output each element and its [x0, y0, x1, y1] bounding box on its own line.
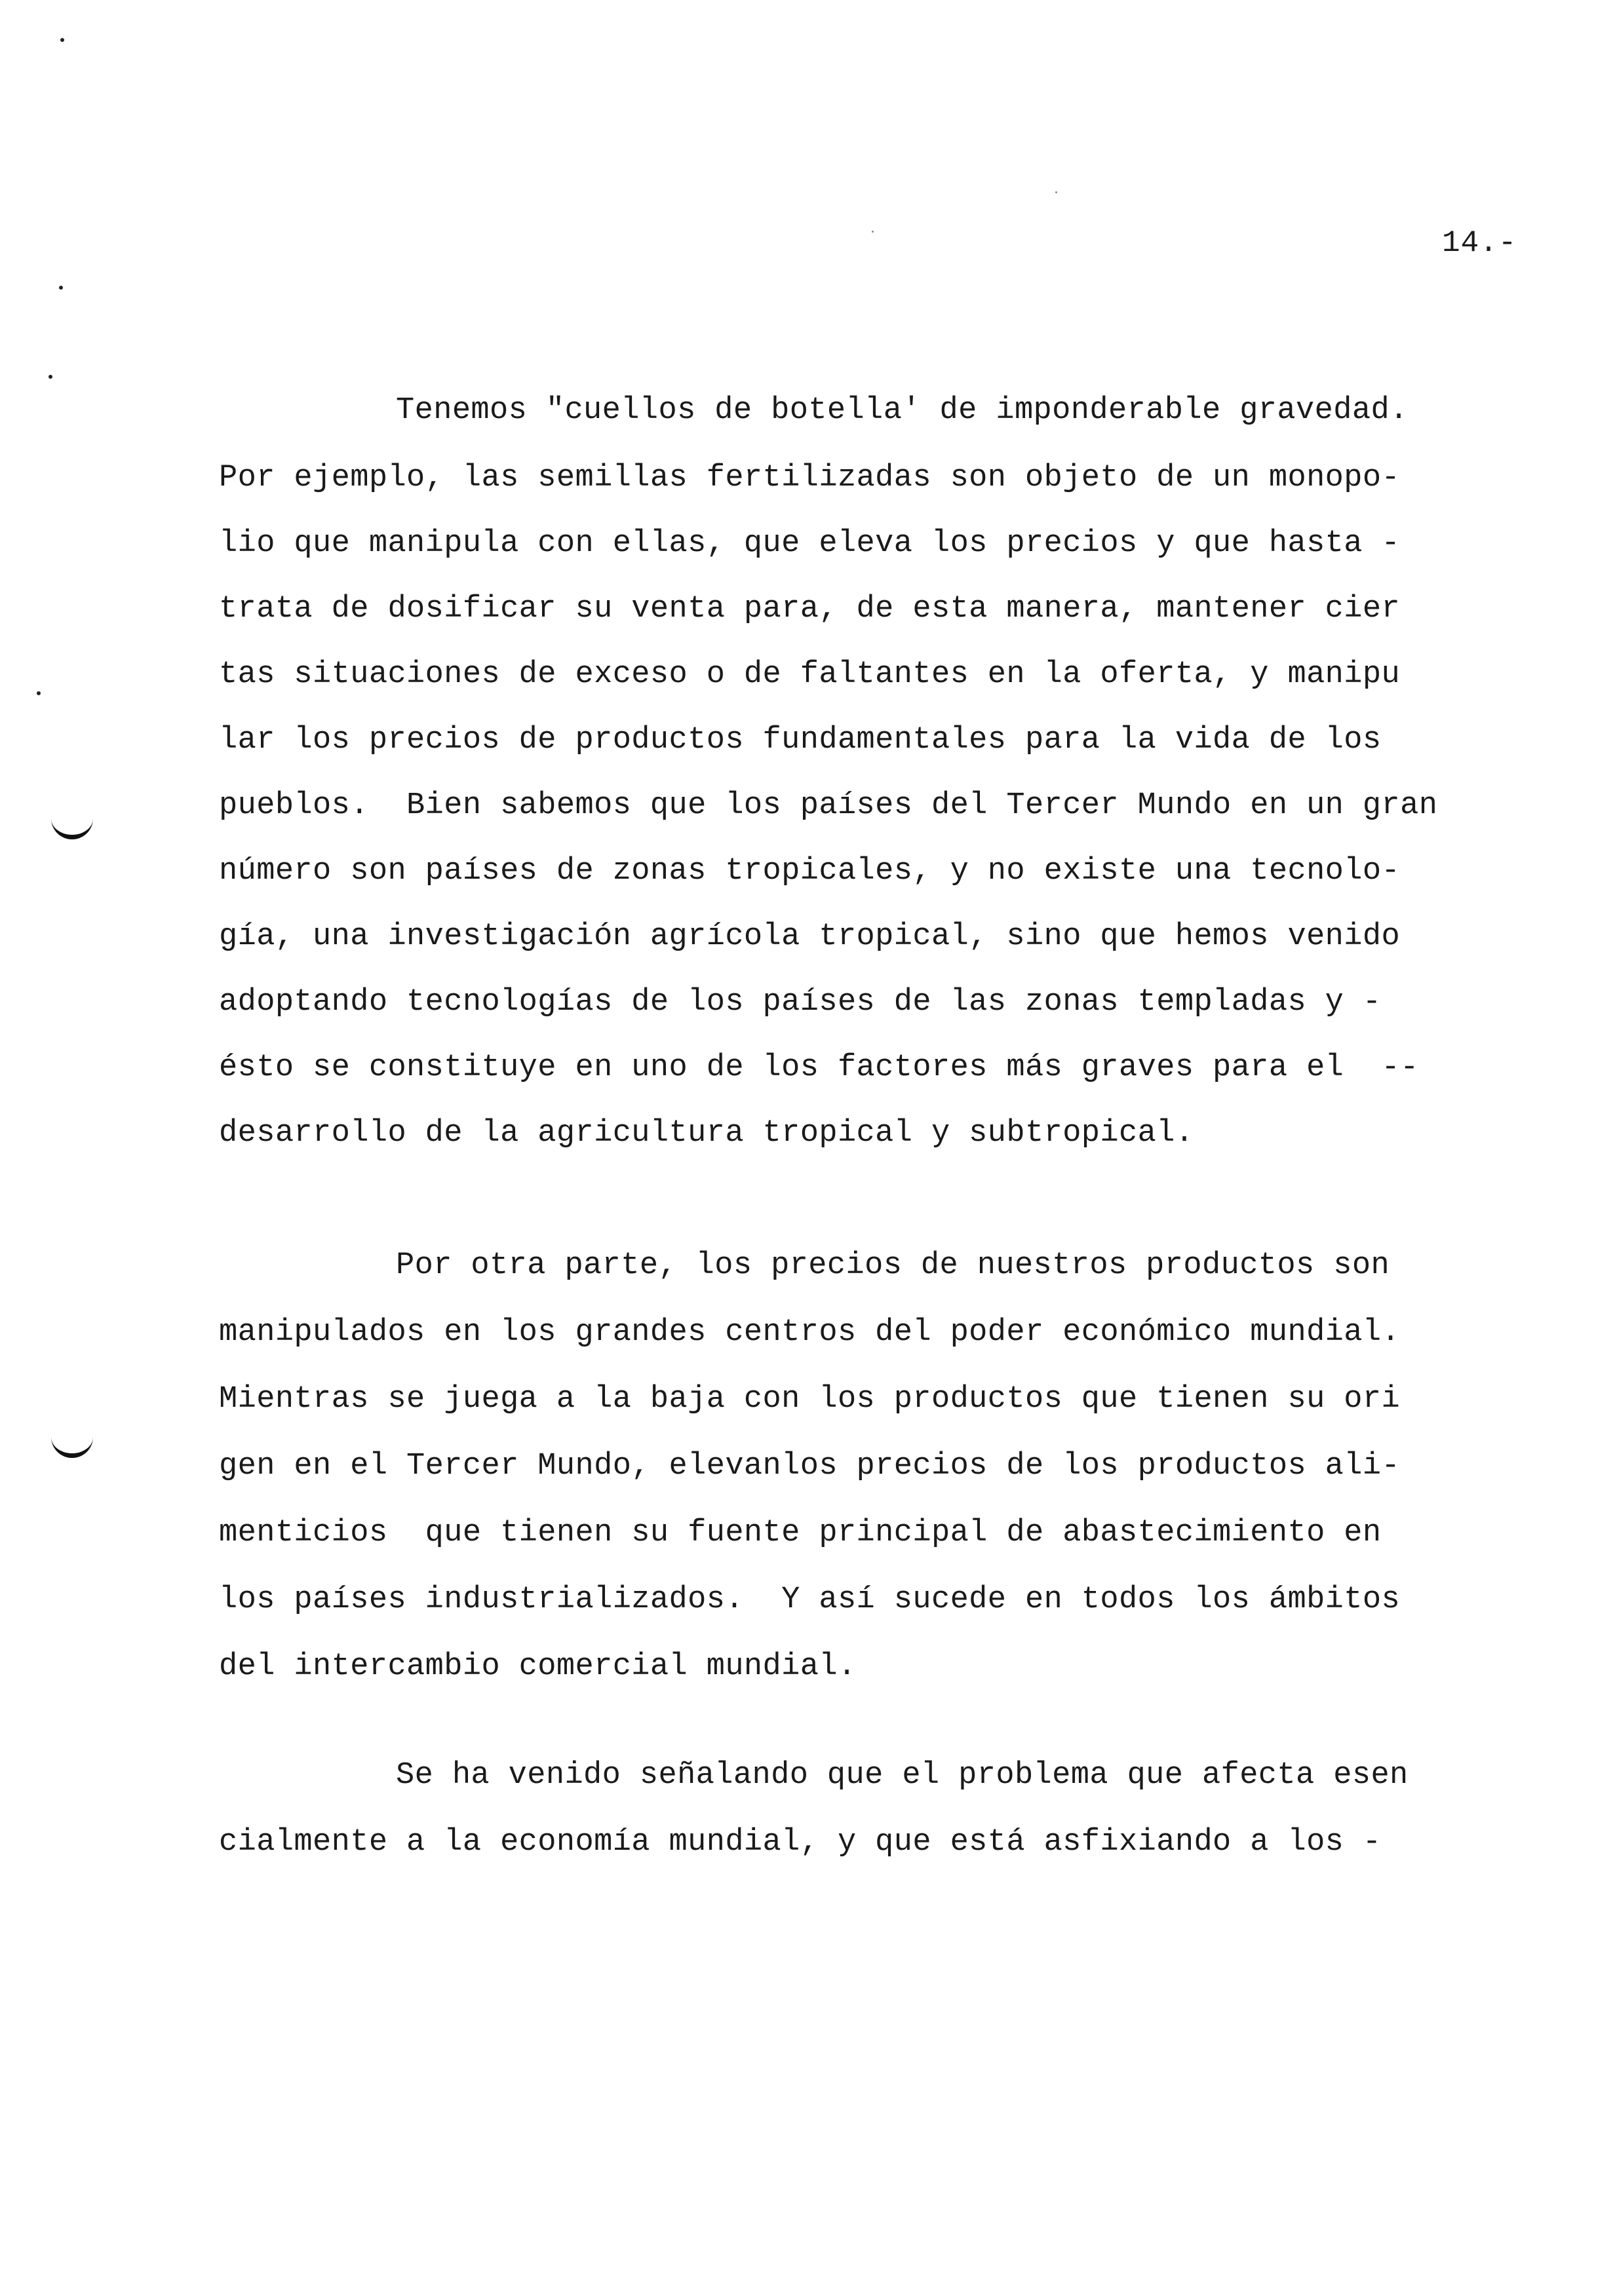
text-line: número son países de zonas tropicales, y no existe una tecnolo- [219, 854, 1401, 889]
text-line: desarrollo de la agricultura tropical y subtropical. [219, 1116, 1194, 1151]
text-line: del intercambio comercial mundial. [219, 1649, 857, 1684]
scan-speck [37, 691, 41, 695]
text-line: pueblos. Bien sabemos que los países del Tercer Mundo en un gran [219, 788, 1438, 823]
text-line: Tenemos "cuellos de botella' de imponderable gravedad. [396, 393, 1409, 428]
text-line: cialmente a la economía mundial, y que está asfixiando a los - [219, 1825, 1382, 1860]
text-line: lar los precios de productos fundamentales para la vida de los [219, 723, 1382, 757]
scan-speck [49, 375, 52, 379]
scan-speck [1055, 191, 1057, 193]
binder-hole-mark [51, 818, 93, 839]
text-line: adoptando tecnologías de los países de las zonas templadas y - [219, 985, 1382, 1020]
text-line: trata de dosificar su venta para, de esta manera, mantener cier [219, 592, 1401, 626]
text-line: gía, una investigación agrícola tropical, sino que hemos venido [219, 919, 1401, 954]
text-line: ésto se constituye en uno de los factores más graves para el -- [219, 1050, 1419, 1085]
text-line: Por otra parte, los precios de nuestros productos son [396, 1248, 1390, 1283]
binder-hole-mark [51, 1436, 93, 1458]
scan-speck [59, 286, 63, 290]
scan-speck [872, 231, 874, 233]
text-line: Mientras se juega a la baja con los productos que tienen su ori [219, 1382, 1401, 1417]
text-line: los países industrializados. Y así sucede en todos los ámbitos [219, 1582, 1401, 1617]
text-line: gen en el Tercer Mundo, elevanlos precios de los productos ali- [219, 1449, 1401, 1483]
scan-speck [60, 38, 64, 42]
text-line: menticios que tienen su fuente principal de abastecimiento en [219, 1516, 1382, 1550]
page-number: 14.- [1442, 226, 1517, 260]
text-line: lio que manipula con ellas, que eleva los precios y que hasta - [219, 526, 1401, 561]
text-line: Se ha venido señalando que el problema que afecta esen [396, 1758, 1409, 1793]
text-line: tas situaciones de exceso o de faltantes en la oferta, y manipu [219, 657, 1401, 692]
text-line: Por ejemplo, las semillas fertilizadas son objeto de un monopo- [219, 461, 1401, 495]
text-line: manipulados en los grandes centros del poder económico mundial. [219, 1315, 1401, 1350]
